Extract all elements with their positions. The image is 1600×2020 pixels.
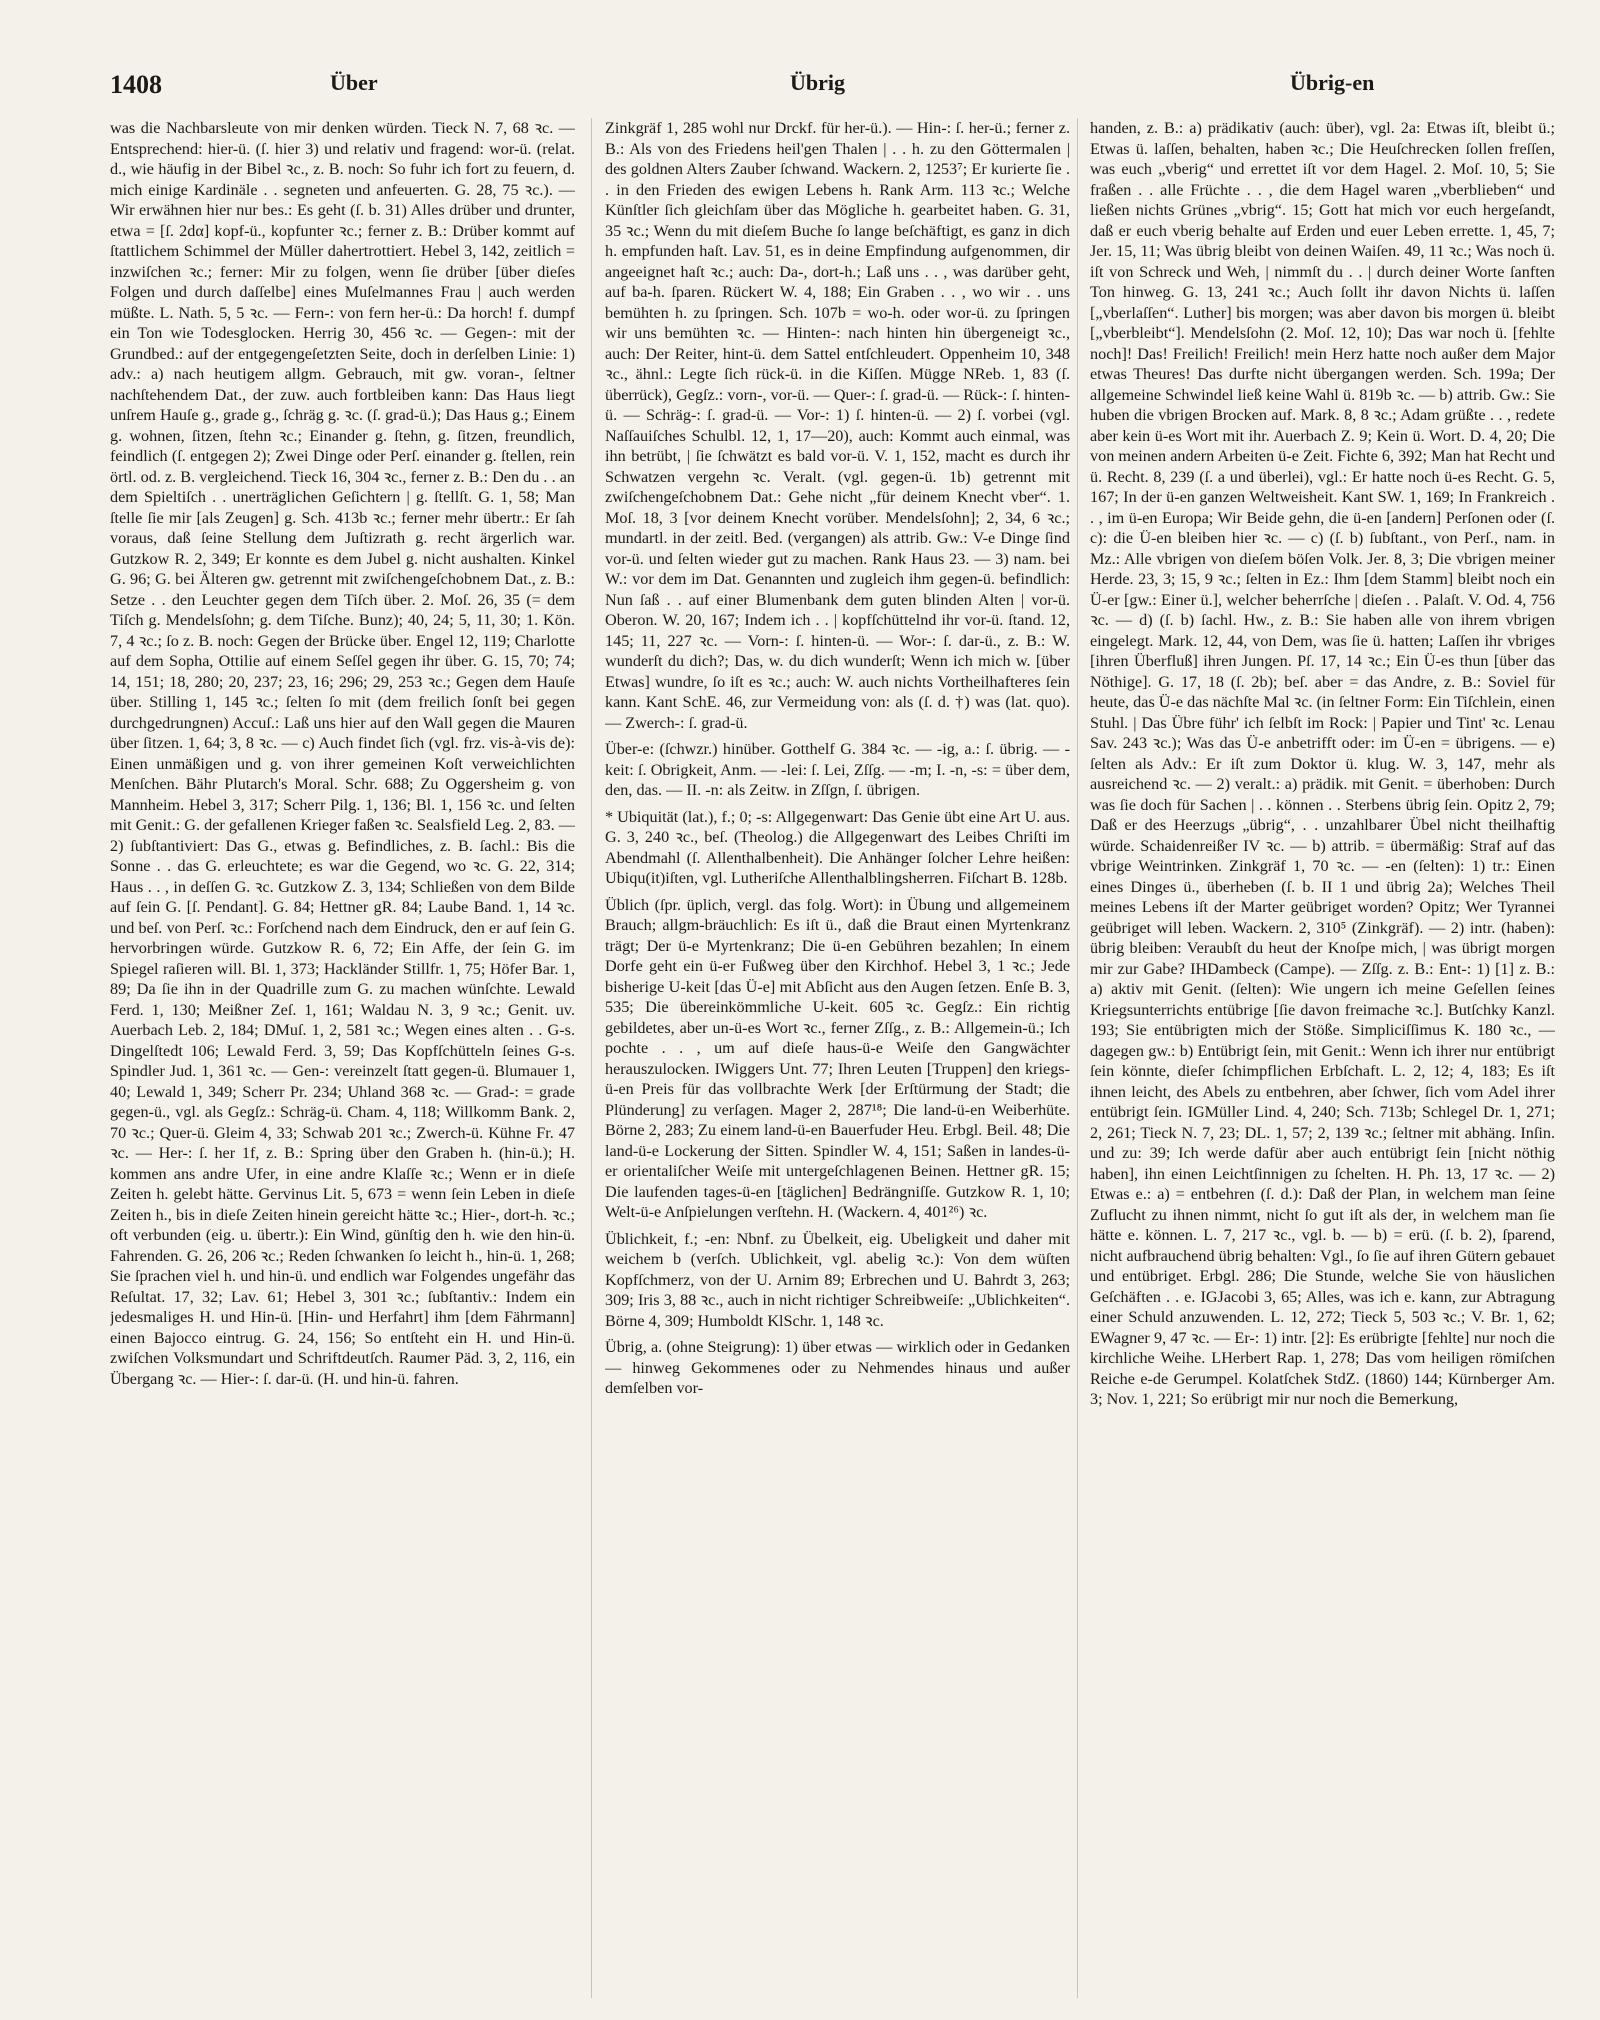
column-divider bbox=[591, 118, 592, 1998]
entry-ueblich: Üblich (ſpr. üplich, vergl. das folg. Wort): in Übung und allgemeinem Brauch; allgm-bräuchlich: Es iſt ü., daß die Braut einen Myrtenkranz trägt; Der ü-e Myrtenkranz; Die ü-en Gebühren bezahlen; In einem Dorfe geht ein ü-er Fußweg über den Kirchhof. Hebel 3, 1 ꝛc.; Jede bisherige U-keit [das Ü-e] mit Abſicht aus den Augen ſetzen. Enſe B. 3, 535; Die übereinkömmliche U-keit. 605 ꝛc. Gegſz.: Ein richtig gebildetes, aber un-ü-es Wort ꝛc., ferner Zſſg., z. B.: Allgemein-ü.; Ich pochte . . , um auf dieſe haus-ü-e Weiſe den Gangwächter herauszulocken. IWiggers Unt. 77; Ihren Leuten [Truppen] den kriegs-ü-en Preis für das vollbrachte Werk [der Erſtürmung der Stadt; die Plünderung] zu verſagen. Mager 2, 287¹⁸; Die land-ü-en Weiberhüte. Börne 2, 283; Zu einem land-ü-en Bauerfuder Heu. Erbgl. Beil. 48; Die land-ü-e Lockerung der Sitten. Spindler W. 4, 151; Saßen in landes-ü-er orientaliſcher Weiſe mit untergeſchlagenen Beinen. Hettner gR. 15; Die laufenden tages-ü-en [täglichen] Bedrängniſſe. Gutzkow R. 1, 10; Welt-ü-e Anſpielungen verſtehn. H. (Wackern. 4, 401²⁶) ꝛc. bbox=[605, 895, 1070, 1221]
page-number: 1408 bbox=[110, 70, 162, 99]
entry-ueblichkeit: Üblichkeit, f.; -en: Nbnf. zu Übelkeit, eig. Ubeligkeit und daher mit weichem b (verſch. Ublichkeit, vgl. abelig ꝛc.): Von dem wüſten Kopfſchmerz, von der U. Arnim 89; Erbrechen und U. Bahrdt 3, 263; 309; Iris 3, 88 ꝛc., auch in nicht richtiger Schreibweiſe: „Ublichkeiten“. Börne 4, 309; Humboldt KlSchr. 1, 148 ꝛc. bbox=[605, 1229, 1070, 1330]
column-2 bbox=[605, 118, 1070, 1998]
column-divider bbox=[1077, 118, 1078, 1998]
entry-ubiquitaet: * Ubiquität (lat.), f.; 0; -s: Allgegenwart: Das Genie übt eine Art U. aus. G. 3, 240 ꝛc., beſ. (Theolog.) die Allgegenwart des Leibes Chriſti im Abendmahl (ſ. Allenthalbenheit). Die Anhänger ſolcher Lehre heißen: Ubiqu(it)iſten, vgl. Lutheriſche Allenthalblingsherren. Fiſchart B. 128b. bbox=[605, 807, 1070, 887]
header-right-word: Übrig-en bbox=[1290, 70, 1375, 95]
column-3 bbox=[1090, 118, 1555, 1998]
header-left-word: Über bbox=[330, 70, 378, 95]
header-center-word: Übrig bbox=[790, 70, 845, 95]
entry-text: was die Nachbarsleute von mir denken würden. Tieck N. 7, 68 ꝛc. — Entsprechend: hier-ü. (ſ. hier 3) und relativ und fragend: wor-ü. (relat. d., wie häufig in der Bibel ꝛc., z. B. noch: So fuhr ich fort zu feuern, d. mich einige Kardinäle . . segneten und anfeuerten. G. 28, 75 ꝛc.). — Wir erwähnen hier nur bes.: Es geht (ſ. b. 31) Alles drüber und drunter, etwa = [ſ. 2dα] kopf-ü., kopfunter ꝛc.; ferner z. B.: Drüber kommt auf ſtattlichem Schimmel der Müller dahertrottiert. Hebel 3, 142, zeitlich = inzwiſchen ꝛc.; ferner: Mir zu folgen, wenn ſie drüber [über dieſes Folgen und durch daſſelbe] eines Muſelmannes Frau | auch werden müßte. L. Nath. 5, 5 ꝛc. — Fern-: von fern her-ü.: Da horch! f. dumpf ein Ton wie Todesglocken. Herrig 30, 456 ꝛc. — Gegen-: mit der Grundbed.: auf der entgegengeſetzten Seite, doch in derſelben Linie: 1) adv.: a) nach heutigem allgm. Gebrauch, mit gw. voran-, ſeltner nachſtehendem Dat., der zuw. auch fortbleiben kann: Das Haus liegt unſrem Hauſe g., grade g., ſchräg g. ꝛc. (ſ. grad-ü.); Das Haus g.; Einem g. wohnen, ſitzen, ſtehn ꝛc.; Einander g. ſtehn, g. ſitzen, freundlich, feindlich (ſ. entgegen 2); Zwei Dinge oder Perſ. einander g. ſtellen, rein örtl. od. z. B. vergleichend. Tieck 16, 304 ꝛc., ferner z. B.: Den du . . an dem Spieltiſch . . unerträglichen Geſichtern | g. ſtellſt. G. 1, 58; Man ſtelle ſie mir [als Zeugen] g. Sch. 413b ꝛc.; ferner mehr übertr.: Er ſah voraus, daß ſeine Stellung dem Juſtizrath g. recht ärgerlich war. Gutzkow R. 2, 349; Er konnte es dem Jubel g. nicht aushalten. Kinkel G. 96; G. bei Älteren gw. getrennt mit zwiſchengeſchobnem Dat., z. B.: Setze . . den Leuchter gegen dem Tiſch über. 2. Moſ. 26, 35 (= dem Tiſch g. Mendelsſohn; g. dem Tiſche. Bunz); 40, 24; 5, 11, 30; 1. Kön. 7, 4 ꝛc.; ſo z. B. noch: Gegen der Brücke über. Engel 12, 119; Charlotte auf dem Sopha, Ottilie auf einem Seſſel gegen ihr über. G. 15, 70; 74; 14, 151; 18, 280; 20, 237; 23, 16; 296; 29, 253 ꝛc.; Gegen dem Hauſe über. Stilling 1, 145 ꝛc.; ſelten ſo mit (dem freilich ſonſt bei gegen durchgedrungnen) Accuſ.: Laß uns hier auf den Wall gegen die Mauren über ſitzen. 1, 64; 3, 8 ꝛc. — c) Auch findet ſich (vgl. frz. vis-à-vis de): Einen unmäßigen und g. von ihrer gemeinen Koſt verweichlichten Menſchen. Bähr Plutarch's Moral. Schr. 688; Zu Oggersheim g. von Mannheim. Hebel 3, 317; Scherr Pilg. 1, 136; Bl. 1, 156 ꝛc. und ſelten mit Genit.: G. der gefallenen Krieger faßen ꝛc. Sealsfield Leg. 2, 83. — 2) ſubſtantiviert: Das G., etwas g. Befindliches, z. B. ſachl.: Bis die Sonne . . das G. erleuchtete; es war die Gegend, wo ꝛc. G. 22, 314; Haus . . , in deſſen G. ꝛc. Gutzkow Z. 3, 134; Schließen von dem Bilde auf ſein G. [ſ. Pendant]. G. 84; Hettner gR. 84; Laube Band. 1, 14 ꝛc. und beſ. von Perſ. ꝛc.: Forſchend nach dem Eindruck, den er auf ſein G. hervorbringen würde. Gutzkow R. 6, 72; Ein Affe, der ſein G. im Spiegel raſieren will. Bl. 1, 373; Hackländer Stillfr. 1, 75; Höfer Bar. 1, 89; Da ſie ihn in der Quadrille zum G. zu machen wünſchte. Lewald Ferd. 1, 130; Meißner Zeſ. 1, 161; Waldau N. 3, 9 ꝛc.; Genit. uv. Auerbach Leb. 2, 184; DMuſ. 1, 2, 581 ꝛc.; Wegen eines alten . . G-s. Dingelſtedt 106; Lewald Ferd. 3, 59; Das Kopfſchütteln ſeines G-s. Spindler Jud. 1, 361 ꝛc. — Gen-: vereinzelt ſtatt gegen-ü. Blumauer 1, 40; Lewald 1, 349; Scherr Pr. 234; Uhland 368 ꝛc. — Grad-: = grade gegen-ü., vgl. als Gegſz.: Schräg-ü. Cham. 4, 118; Willkomm Bank. 2, 70 ꝛc.; Quer-ü. Gleim 4, 33; Schwab 201 ꝛc.; Zwerch-ü. Kühne Fr. 47 ꝛc. — Her-: ſ. her 1f, z. B.: Spring über den Graben h. (hin-ü.); H. kommen ans andre Ufer, in eine andre Klaſſe ꝛc.; Wenn er in dieſe Zeiten h. gelebt hätte. Gervinus Lit. 5, 673 = wenn ſein Leben in dieſe Zeiten h., bis in dieſe Zeiten hinein gereicht hätte ꝛc.; Hier-, dort-h. ꝛc.; oft verbunden (eig. u. übertr.): Ein Wind, günſtig den h. wie den hin-ü. Fahrenden. G. 26, 206 ꝛc.; Reden ſchwanken ſo leicht h., hin-ü. 1, 268; Sie ſprachen viel h. und hin-ü. und endlich war Folgendes ungefähr das Reſultat. 17, 32; Lav. 61; Hebel 3, 301 ꝛc.; ſubſtantiv.: Indem ein jedesmaliges H. und Hin-ü. [Hin- und Herfahrt] ihm [dem Fährmann] einen Bajocco eintrug. G. 24, 156; So entſteht ein H. und Hin-ü. zwiſchen Volksmundart und Schriftdeutſch. Raumer Päd. 3, 2, 116, ein Übergang ꝛc. — Hier-: ſ. dar-ü. (H. und hin-ü. fahren. bbox=[110, 119, 575, 1388]
column-1 bbox=[110, 118, 575, 1998]
entry-ueber-e: Über-e: (ſchwzr.) hinüber. Gotthelf G. 384 ꝛc. — -ig, a.: ſ. übrig. — -keit: ſ. Obrigkeit, Anm. — -lei: ſ. Lei, Zſſg. — -m; I. -n, -s: = über dem, den, das. — II. -n: als Zeitw. in Zſſgn, ſ. übrigen. bbox=[605, 740, 1070, 799]
entry-uebrig: Übrig, a. (ohne Steigrung): 1) über etwas — wirklich oder in Gedanken — hinweg Gekommenes oder zu Nehmendes hinaus und außer demſelben vor- bbox=[605, 1338, 1070, 1397]
entry-text: handen, z. B.: a) prädikativ (auch: über), vgl. 2a: Etwas iſt, bleibt ü.; Etwas ü. laſſen, behalten, haben ꝛc.; Die Heuſchrecken ſollen freſſen, was euch „vberig“ und errettet iſt vor dem Hagel. 2. Moſ. 10, 5; Sie fraßen . . alle Früchte . . , die dem Hagel waren „vberblieben“ und ließen nichts Grünes „vbrig“. 15; Gott hat mich vor euch hergeſandt, daß er euch vberig behalte auf Erden und euer Leben errette. 1, 45, 7; Jer. 15, 11; Was übrig bleibt von deinen Waiſen. 49, 11 ꝛc.; Was noch ü. iſt von Schreck und Weh, | nimmſt du . . | durch deiner Worte ſanften Ton hinweg. G. 13, 241 ꝛc.; Auch ſollt ihr davon Nichts ü. laſſen [„vberlaſſen“. Luther] bis morgen; was aber davon bis morgen ü. bleibt [„vberbleibt“]. Mendelsſohn (2. Moſ. 12, 10); Das war noch ü. [fehlte noch]! Das! Freilich! Freilich! mein Herz hatte noch außer dem Major etwas Theures! Das durfte nicht übergangen werden. Sch. 199a; Der allgemeine Schwindel ließ keine Wahl ü. 819b ꝛc. — b) attrib. Gw.: Sie huben die vbrigen Brocken auf. Mark. 8, 8 ꝛc.; Adam grüßte . . , redete aber kein ü-es Wort mit ihr. Auerbach Z. 9; Kein ü. Wort. D. 4, 20; Die von meinen andern Arbeiten ü-e Zeit. Fichte 6, 392; Man hat Recht und ü. Recht. 8, 239 (ſ. a und überlei), vgl.: Er hatte noch ü-es Recht. G. 5, 167; In der ü-en ganzen Weltweisheit. Kant SW. 1, 169; In Frankreich . . , im ü-en Europa; Wir Beide gehn, die ü-en [andern] Perſonen oder (ſ. c): die Ü-en bleiben hier ꝛc. — c) (ſ. b) ſubſtant., von Perſ., nam. in Mz.: Alle vbrigen von dieſem böſen Volk. Jer. 8, 3; Die vbrigen meiner Herde. 23, 3; 15, 9 ꝛc.; ſelten in Ez.: Ihm [dem Stamm] bleibt noch ein Ü-er [gw.: Einer ü.], welcher beherrſche | dieſen . . Palaſt. V. Od. 4, 756 ꝛc. — d) (ſ. b) ſachl. Hw., z. B.: Sie haben alle von ihrem vbrigen eingelegt. Mark. 12, 44, von Dem, was ſie ü. hatten; Laſſen ihr vbriges [ihren Überfluß] ihren Jungen. Pſ. 17, 14 ꝛc.; Ein Ü-es thun [über das Nöthige]. G. 17, 18 (ſ. 2b); beſ. aber = das Andre, z. B.: Soviel für heute, das Ü-e das nächſte Mal ꝛc. (in ſeltner Form: Ein Tiſchlein, einen Stuhl. | Das Übre führ' ich ſelbſt im Rock: | Papier und Tint' ꝛc. Lenau Sav. 243 ꝛc.); Was das Ü-e anbetrifft oder: im Ü-en = übrigens. — e) ſelten als Adv.: Er iſt zum Doktor ü. klug. W. 3, 147, mehr als ausreichend ꝛc. — 2) veralt.: a) prädik. mit Genit. = überhoben: Durch was ſie doch für Sachen | . . können . . Sterbens übrig ſein. Opitz 2, 79; Daß er des Heerzugs „übrig“, . . unzahlbarer Übel nicht theilhaftig würde. Schaidenreißer IV ꝛc. — b) attrib. = übermäßig: Straf auf das vbrige Weintrinken. Zinkgräf 1, 70 ꝛc. — -en (ſelten): 1) tr.: Einen eines Dinges ü., überheben (ſ. b. II 1 und übrig 2a); Welches Theil meines Lebens iſt der Marter geübriget worden? Opitz; Wer Tyrannei geübriget will leben. Wackern. 2, 310⁵ (Zinkgräf). — 2) intr. (haben): übrig bleiben: Veraubſt du heut der Knoſpe mich, | was übrigt morgen mir zur Gabe? IHDambeck (Campe). — Zſſg. z. B.: Ent-: 1) [1] z. B.: a) aktiv mit Genit. (ſelten): Wie ungern ich meine Geſellen ſeines Kriegsunterrichts entübrige [ſie davon freimache ꝛc.]. Butſchky Kanzl. 193; Sie entübrigten mich der Stöße. Simpliciſſimus K. 180 ꝛc., — dagegen gw.: b) Entübrigt ſein, mit Genit.: Wenn ich ihrer nur entübrigt ſein könnte, dieſer ſchimpflichen Erbſchaft. L. 2, 12; 4, 183; Es iſt ihnen leicht, des Abels zu entbehren, aber ſchwer, ſich vom Adel ihrer entübrigt ſein. IGMüller Lind. 4, 240; Sch. 713b; Schlegel Dr. 1, 271; 2, 261; Tieck N. 7, 23; DL. 1, 57; 2, 139 ꝛc.; ſeltner mit abhäng. Inſin. und zu: 39; Ich werde dafür aber auch entübrigt ſein [nicht nöthig haben], ihn einen Leichtſinnigen zu ſchelten. H. Ph. 13, 17 ꝛc. — 2) Etwas e.: a) = entbehren (ſ. d.): Daß der Plan, in welchem man ſeine Zuflucht zu ihnen nimmt, nicht ſo gut iſt als der, in welchem man ſie hätte e. können. L. 7, 217 ꝛc., vgl. b. — b) = erü. (ſ. b. 2), ſparend, nicht aufbrauchend übrig behalten: Vgl., ſo ſie auf ihren Gütern gebauet und entübriget. Erbgl. 286; Die Stunde, welche Sie von häuslichen Geſchäften . . e. IGJacobi 3, 65; Alles, was ich e. kann, zur Abtragung einer Schuld anzuwenden. L. 12, 272; Tieck 5, 503 ꝛc.; V. Br. 1, 62; EWagner 9, 47 ꝛc. — Er-: 1) intr. [2]: Es erübrigte [fehlte] nur noch die kirchliche Weihe. LHerbert Rap. 1, 278; Das vom heiligen römiſchen Reiche e-de Gerumpel. Kolatſchek StdZ. (1860) 144; Kürnberger Am. 3; Nov. 1, 221; So erübrigt mir nur noch die Bemerkung, bbox=[1090, 119, 1555, 1408]
page-header bbox=[110, 70, 1500, 110]
entry-text: Zinkgräf 1, 285 wohl nur Drckf. für her-ü.). — Hin-: ſ. her-ü.; ferner z. B.: Als von des Friedens heil'gen Thalen | . . h. zu den Göttermalen | des goldnen Alters Zauber ſchwand. Wackern. 2, 1253⁷; Er kurierte ſie . . in den Frieden des ewigen Lebens h. Rank Arm. 113 ꝛc.; Welche Künſtler ſich gleichſam über das Mögliche h. gearbeitet haben. G. 31, 35 ꝛc.; Wenn du mit dieſem Buche ſo lange beſchäftigt, es ganz in dich h. empfunden haſt. Lav. 51, es in deine Empfindung aufgenommen, dir angeeignet haſt ꝛc.; auch: Da-, dort-h.; Laß uns . . , was darüber geht, auf ba-h. ſparen. Rückert W. 4, 188; Ein Graben . . , wo wir . . uns bemühten h. zu ſpringen. Sch. 107b = wo-h. oder wor-ü. zu ſpringen wir uns bemühten ꝛc. — Hinten-: nach hinten hin übergeneigt ꝛc., auch: Der Reiter, hint-ü. dem Sattel entſchleudert. Oppenheim 10, 348 ꝛc., ähnl.: Legte ſich rück-ü. in die Kiſſen. Mügge NReb. 1, 83 (ſ. überrück), Gegſz.: vorn-, vor-ü. — Quer-: ſ. grad-ü. — Rück-: ſ. hinten-ü. — Schräg-: ſ. grad-ü. — Vor-: 1) ſ. hinten-ü. — 2) ſ. vorbei (vgl. Naſſauiſches Schulbl. 12, 1, 17—20), auch: Kommt auch einmal, was ihn betrübt, | ſie ſchwätzt es bald vor-ü. V. 1, 152, macht es durch ihr Schwatzen vergehn ꝛc. Veralt. (vgl. gegen-ü. 1b) getrennt mit zwiſchengeſchobnem Dat.: Gehe nicht „für deinem Knecht vber“. 1. Moſ. 18, 3 [vor deinem Knecht vorüber. Mendelsſohn]; 2, 34, 6 ꝛc.; mundartl. in der zeitl. Bed. (vergangen) als attrib. Gw.: V-e Dinge ſind vor-ü. und ſelten wieder gut zu machen. Rank Haus 23. — 3) nam. bei W.: vor dem im Dat. Genannten und zugleich ihm gegen-ü. befindlich: Nun ſaß . . auf einer Blumenbank dem guten blinden Alten | vor-ü. Oberon. W. 20, 167; Indem ich . . | kopfſchüttelnd ihr vor-ü. ſtand. 12, 145; 11, 227 ꝛc. — Vorn-: ſ. hinten-ü. — Wor-: ſ. dar-ü., z. B.: W. wunderſt du dich?; Das, w. du dich wunderſt; Wenn ich mich w. [über Etwas] wundre, ſo iſt es ꝛc.; auch: W. auch nichts Vortheilhafteres ſein kann. Kant SchE. 46, zur Vermeidung von: als (ſ. d. †) was (lat. quo). — Zwerch-: ſ. grad-ü. bbox=[605, 119, 1070, 732]
